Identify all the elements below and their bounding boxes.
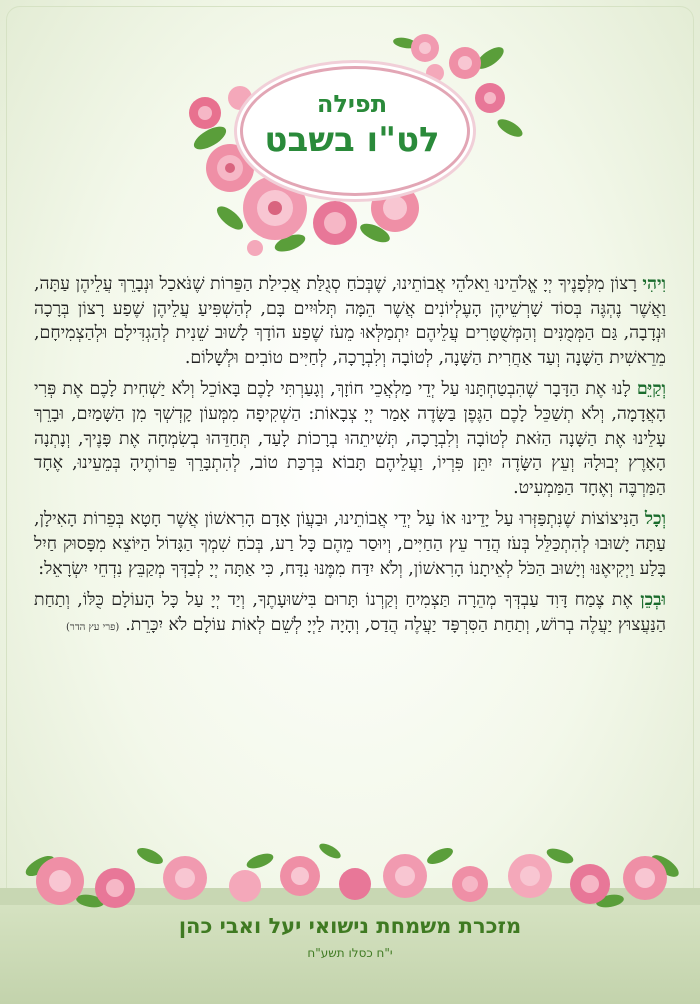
- prayer-paragraph: [34, 588, 666, 640]
- paragraph-lead-word: וִיהִי: [642, 274, 666, 294]
- paragraph-text: לָנוּ אֶת הַדָּבָר שֶׁהִבְטַחְתָּנוּ עַל יְדֵי מַלְאֲכֵי חוֹזָךְ, וְגָעַרְתִּי לָכֶם בָּאוֹכֵל וְלֹא יַשְׁחִית לָכֶם אֶת פְּרִי הָאֲדָמָה, וְלֹא תְשַׁכֵּל לָכֶם הַגֶּפֶן בַּשָּׂדֶה אָמַר יְיָ צְבָאוֹת: הַשְׁקִיפָה מִמְּעוֹן קָדְשְׁךָ מִן הַשָּׁמַיִם, וּבָרֵךְ עָלֵינוּ אֶת הַשָּׁנָה הַזֹּאת לְטוֹבָה וְלִבְרָכָה, תְּשִׁיתֵהוּ בְרָכוֹת לָעַד, תְּחַדֵּהוּ בְשִׂמְחָה אֶת פָּנֶיךָ, וְנָתְנָה הָאָרֶץ יְבוּלָהּ וְעֵץ הַשָּׂדֶה יִתֵּן פִּרְיוֹ, וַעֲלֵיהֶם תָּבוֹא בִּרְכַּת טוֹב, לְהִתְבָּרֵךְ פֵּרוֹתֶיהָ בְּמֵעֵינוּ, אֶחָד הַמַּרְבֶּה וְאֶחָד הַמַּמְעִיט.: [34, 379, 666, 498]
- paragraph-text: אֶת צֶמַח דָּוִד עַבְדְּךָ מְהֵרָה תַּצְמִיחַ וְקַרְנוֹ תָּרוּם בִּישׁוּעָתֶךָ, וְיַד יְיָ עַל כָּל הָעוֹלָם כֻּלּוֹ, וְתַחַת הַנַּעֲצוּץ יַעֲלֶה בְרוֹשׁ, וְתַחַת הַסִּרְפָּד יַעֲלֶה הֲדַס, וְהָיָה לַיְיָ לְשֵׁם לְאוֹת עוֹלָם לֹא יִכָּרֵת.: [34, 590, 666, 635]
- paragraph-text: הַנִּיצוֹצוֹת שֶׁנִּתְפַּזְּרוּ עַל יָדֵינוּ אוֹ עַל יְדֵי אֲבוֹתֵינוּ, וּבַעֲוֹן אָדָם הָרִאשׁוֹן אֲשֶׁר חָטָא בְּפֵרוֹת הָאִילָן, עַתָּה יָשׁוּבוּ לְהִתְכַּלֵּל בְּעֹז הֲדַר עֵץ הַחַיִּים, וְיוּסַר מֵהֶם כָּל רַע, בְּכֹחַ שִׁמְךָ הַגָּדוֹל הַיּוֹצֵא מִפָּסוּק חַיִל בָּלַע וַיְקִיאֶנּוּ וְיָשׁוּב הַכֹּל לְאֵיתָנוֹ הָרִאשׁוֹן, וְלֹא יִדַּח מִמֶּנּוּ נִדָּח, כִּי אַתָּה יְיָ לְבַדְּךָ מְקַבֵּץ נִדְחֵי יִשְׂרָאֵל:: [34, 509, 666, 579]
- paragraph-text: רָצוֹן מִלְּפָנֶיךָ יְיָ אֱלֹהֵינוּ וֵאלֹהֵי אֲבוֹתֵינוּ, שֶׁבְּכֹחַ סְגֻלַּת אֲכִילַת הַפֵּרוֹת שֶׁנֹּאכַל וּנְבָרֵךְ עֲלֵיהֶן עַתָּה, וַאֲשֶׁר נֶהְגֶּה בְּסוֹד שָׁרְשֵׁיהֶן הָעֶלְיוֹנִים אֲשֶׁר הֵמָּה תְּלוּיִים בָּם, לְהַשְׁפִּיעַ עֲלֵיהֶן שֶׁפַע רָצוֹן בְּרָכָה וּנְדָבָה, גַּם הַמְּמֻנִּים וְהַמְּשֻׁטָּרִים עֲלֵיהֶם יִתְמַלְּאוּ מֵעֹז שֶׁפַע הוֹדָךְ לָשׁוּב שֵׁנִית לְהַגְדִּילָם וּלְהַצְמִיחָם, מֵרֵאשִׁית הַשָּׁנָה וְעַד אַחֲרִית הַשָּׁנָה, לְטוֹבָה וְלִבְרָכָה, לְחַיִּים טוֹבִים וּלְשָׁלוֹם.: [34, 274, 666, 368]
- paragraph-lead-word: וְכָל: [644, 509, 666, 530]
- footer-date: י"ח כסלו תשע"ח: [307, 946, 393, 960]
- title-line-2: לט"ו בשבט: [264, 120, 440, 160]
- source-citation: (פרי עץ הדר): [66, 621, 120, 633]
- paragraph-lead-word: וּבְכֵן: [640, 590, 666, 611]
- footer-dedication: מזכרת משמחת נישואי יעל ואבי כהן: [178, 914, 522, 938]
- prayer-paragraph: [34, 377, 666, 500]
- paragraph-lead-word: וְקַיֵּם: [636, 379, 666, 400]
- title-line-1: תפילה: [316, 90, 388, 118]
- footer-flowers-decoration: [0, 826, 700, 922]
- prayer-paragraph: [34, 272, 666, 370]
- prayer-text: [34, 272, 666, 647]
- prayer-paragraph: [34, 507, 666, 581]
